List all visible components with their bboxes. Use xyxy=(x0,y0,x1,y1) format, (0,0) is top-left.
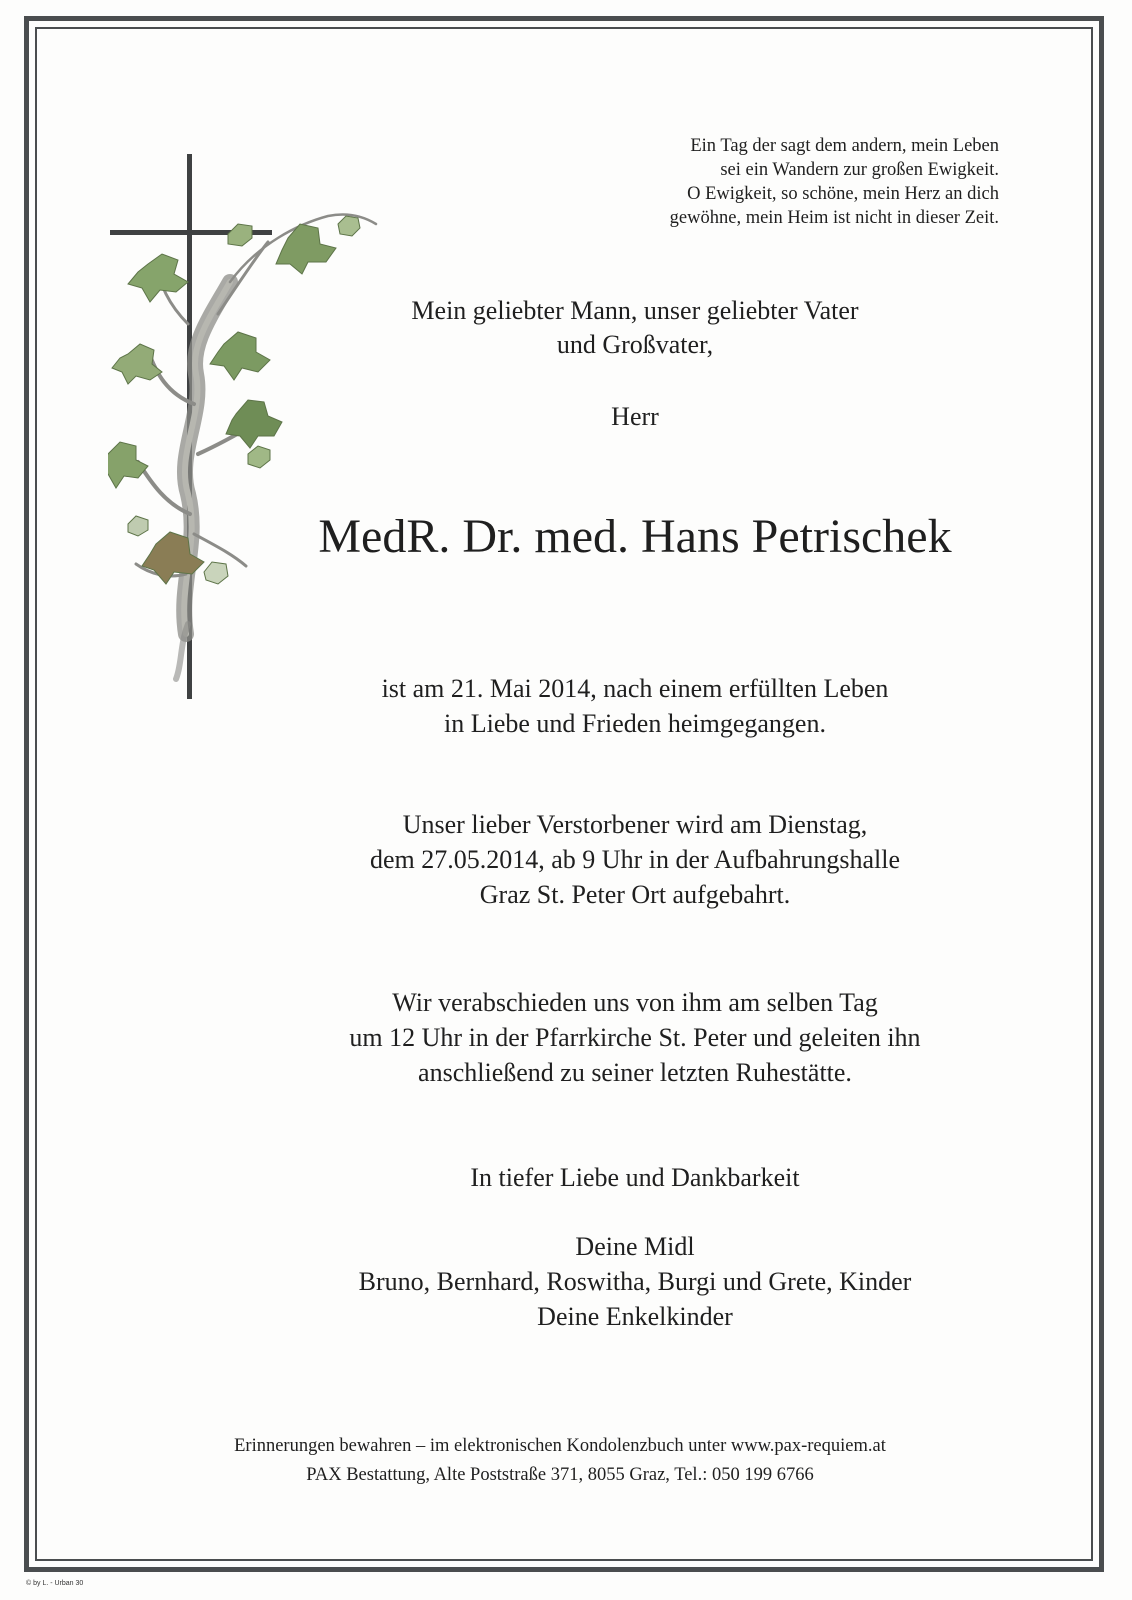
motto-line: gewöhne, mein Heim ist nicht in dieser Zeit. xyxy=(669,208,999,228)
closing-line: In tiefer Liebe und Dankbarkeit xyxy=(470,1163,800,1192)
motto-line: Ein Tag der sagt dem andern, mein Leben xyxy=(690,136,999,156)
intro-text xyxy=(260,294,1010,362)
mourner-line: Deine Enkelkinder xyxy=(537,1302,733,1331)
footer-condolence-line: Erinnerungen bewahren – im elektronischen Kondolenzbuch unter www.pax-requiem.at xyxy=(234,1436,886,1456)
mourner-line: Deine Midl xyxy=(575,1232,695,1261)
farewell-notice xyxy=(260,985,1010,1090)
death-notice-line: ist am 21. Mai 2014, nach einem erfüllten Leben xyxy=(381,674,889,703)
deceased-name: MedR. Dr. med. Hans Petrischek xyxy=(318,510,952,563)
farewell-notice-line: Wir verabschieden uns von ihm am selben Tag xyxy=(392,988,878,1017)
death-notice-line: in Liebe und Frieden heimgegangen. xyxy=(444,709,826,738)
salutation: Herr xyxy=(611,402,659,431)
motto-line: O Ewigkeit, so schöne, mein Herz an dich xyxy=(687,184,999,204)
farewell-notice-line: um 12 Uhr in der Pfarrkirche St. Peter und geleiten ihn xyxy=(349,1023,921,1052)
viewing-notice-line: dem 27.05.2014, ab 9 Uhr in der Aufbahrungshalle xyxy=(369,845,900,874)
cross-with-vine-icon xyxy=(108,154,398,714)
death-notice xyxy=(260,671,1010,741)
mourner-line: Bruno, Bernhard, Roswitha, Burgi und Grete, Kinder xyxy=(358,1267,912,1296)
viewing-notice xyxy=(260,807,1010,912)
viewing-notice-line: Graz St. Peter Ort aufgebahrt. xyxy=(479,880,791,909)
funeral-home-footer xyxy=(80,1432,1040,1490)
mourners-list xyxy=(260,1229,1010,1334)
motto-line: sei ein Wandern zur großen Ewigkeit. xyxy=(720,160,999,180)
intro-line: Mein geliebter Mann, unser geliebter Vater xyxy=(411,296,859,325)
footer-address-line: PAX Bestattung, Alte Poststraße 371, 8055 Graz, Tel.: 050 199 6766 xyxy=(306,1465,814,1485)
motto-verse xyxy=(670,134,999,230)
viewing-notice-line: Unser lieber Verstorbener wird am Dienstag, xyxy=(402,810,868,839)
copyright-note: © by L. - Urban 30 xyxy=(26,1580,84,1587)
intro-line: und Großvater, xyxy=(556,330,714,359)
farewell-notice-line: anschließend zu seiner letzten Ruhestätte. xyxy=(418,1058,852,1087)
